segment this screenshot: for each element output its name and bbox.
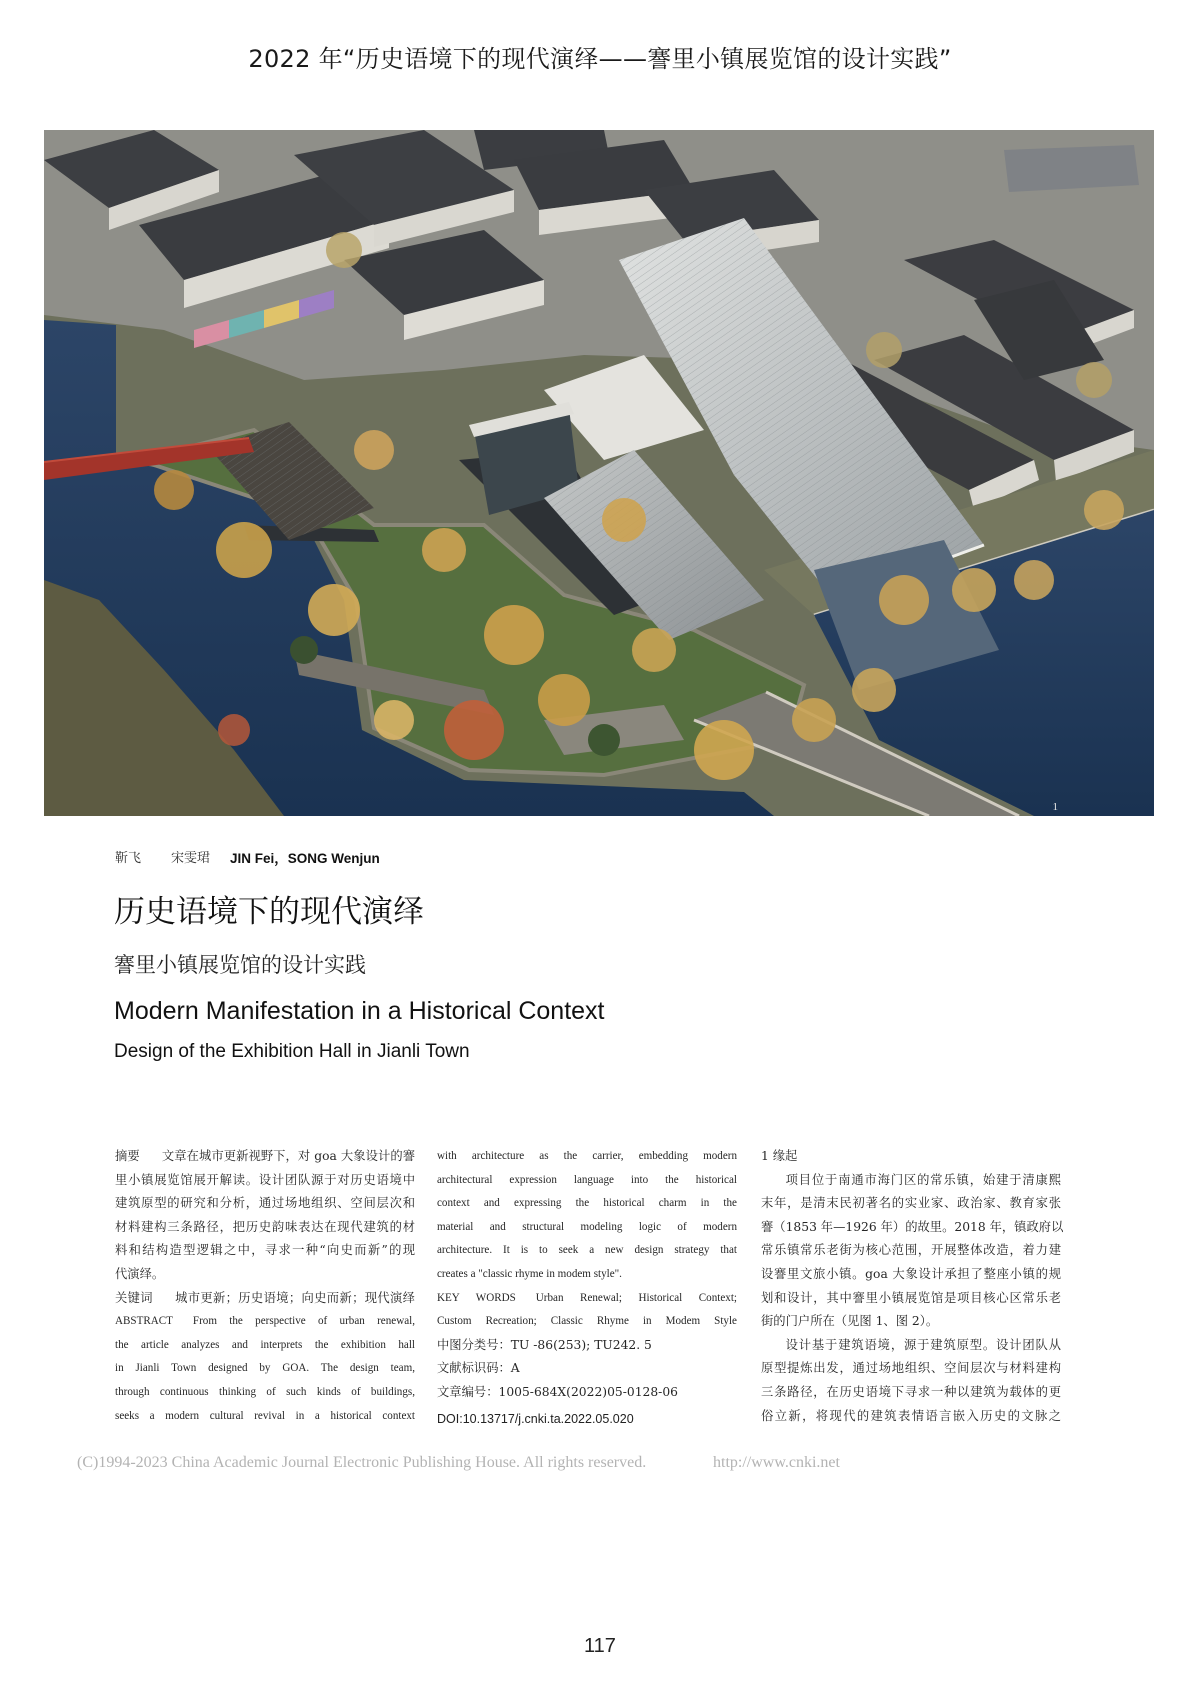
abstract-cn-line: 材料建构三条路径，把历史韵味表达在现代建筑的材 [115, 1219, 415, 1234]
body-line: 设计基于建筑语境，源于建筑原型。设计团队从 [785, 1337, 1061, 1352]
column-2 [437, 1145, 737, 1431]
abstract-en-line: seeks a modern cultural revival in a historical context [115, 1409, 415, 1422]
tree [792, 698, 836, 742]
article-number-label: 文章编号： [437, 1384, 499, 1399]
article-title-en: Modern Manifestation in a Historical Context [114, 997, 605, 1025]
body-line: 街的门户所在（见图 1、图 2）。 [761, 1314, 939, 1329]
column-1 [115, 1145, 415, 1428]
document-code [437, 1357, 737, 1381]
copyright-notice: (C)1994-2023 China Academic Journal Electronic Publishing House. All rights reserved. [77, 1454, 647, 1471]
abstract-en-line: material and structural modeling logic of modern [437, 1220, 737, 1233]
body-line: 原型提炼出发，通过场地组织、空间层次与材料建构 [761, 1361, 1061, 1376]
tree [354, 430, 394, 470]
body-line: 謇（1853 年—1926 年）的故里。2018 年，镇政府以 [761, 1219, 1064, 1234]
article-subtitle-cn: 謇里小镇展览馆的设计实践 [114, 953, 366, 977]
authors [115, 849, 615, 869]
tree [1076, 362, 1112, 398]
abstract-en-line: creates a "classic rhyme in modem style". [437, 1267, 622, 1280]
shed-roof [1004, 145, 1139, 192]
abstract-en-line: context and expressing the historical charm in the [437, 1197, 737, 1210]
tree [308, 584, 360, 636]
abstract-en-line: in Jianli Town designed by GOA. The design team, [115, 1362, 415, 1375]
tree [866, 332, 902, 368]
abstract-cn-label: 摘要 [115, 1149, 140, 1163]
body-line: 常乐镇常乐老街为核心范围，开展整体改造，着力建 [761, 1243, 1061, 1258]
clc-label: 中图分类号： [437, 1337, 511, 1352]
document-code-value: A [510, 1361, 520, 1376]
abstract-cn-line [115, 1145, 415, 1169]
aerial-photo [44, 130, 1154, 816]
shrub [588, 724, 620, 756]
tree [632, 628, 676, 672]
abstract-en-label: ABSTRACT [115, 1315, 173, 1328]
keywords-cn-line [115, 1287, 415, 1311]
figure-number: 1 [1052, 801, 1058, 813]
abstract-en-line: architecture. It is to seek a new design strategy that [437, 1244, 737, 1257]
tree [852, 668, 896, 712]
abstract-en-text: From the perspective of urban renewal, [192, 1315, 415, 1328]
tree [1084, 490, 1124, 530]
tree [422, 528, 466, 572]
column-3 [761, 1145, 1064, 1428]
abstract-cn-line: 代演绎。 [115, 1266, 165, 1281]
body-line: 末年，是清末民初著名的实业家、政治家、教育家张 [761, 1196, 1061, 1211]
article-number-value: 1005-684X(2022)05-0128-06 [498, 1384, 678, 1399]
page-number: 117 [584, 1635, 616, 1657]
tree [374, 700, 414, 740]
authors-en: JIN Fei，SONG Wenjun [230, 851, 380, 866]
tree [218, 714, 250, 746]
abstract-en-line: the article analyzes and interprets the exhibition hall [115, 1338, 415, 1351]
aerial-photo-illustration [44, 130, 1154, 816]
tree [694, 720, 754, 780]
tree [216, 522, 272, 578]
keywords-en-line [437, 1287, 737, 1311]
clc-number [437, 1334, 737, 1358]
abstract-en-line: through continuous thinking of such kinds of buildings, [115, 1385, 415, 1398]
tree [952, 568, 996, 612]
body-line: 三条路径，在历史语境下寻求一种以建筑为载体的更 [761, 1384, 1061, 1399]
abstract-cn-line: 料和结构造型逻辑之中，寻求一种“向史而新”的现 [115, 1243, 415, 1258]
abstract-en-line [115, 1310, 415, 1334]
doi: DOI:10.13717/j.cnki.ta.2022.05.020 [437, 1411, 634, 1426]
abstract-cn-line: 里小镇展览馆展开解读。设计团队源于对历史语境中 [115, 1172, 415, 1187]
body-line: 项目位于南通市海门区的常乐镇，始建于清康熙 [785, 1172, 1061, 1187]
tree [538, 674, 590, 726]
article-number [437, 1381, 737, 1405]
tree [154, 470, 194, 510]
author-cn-second: 宋雯珺 [171, 851, 211, 866]
shrub [290, 636, 318, 664]
body-line: 俗立新，将现代的建筑表情语言嵌入历史的文脉之 [761, 1408, 1061, 1423]
document-code-label: 文献标识码： [437, 1361, 511, 1376]
section-heading: 1 缘起 [761, 1149, 798, 1163]
abstract-en-line: with architecture as the carrier, embedding modern [437, 1150, 737, 1162]
keywords-cn-label: 关键词 [115, 1290, 153, 1305]
article-title-cn: 历史语境下的现代演绎 [114, 894, 424, 930]
tree [484, 605, 544, 665]
tree [879, 575, 929, 625]
copyright-url: http://www.cnki.net [713, 1454, 840, 1471]
keywords-en-line: Custom Recreation; Classic Rhyme in Modem Style [437, 1315, 737, 1328]
clc-value: TU -86(253); TU242. 5 [510, 1337, 652, 1352]
tree [1014, 560, 1054, 600]
tree [444, 700, 504, 760]
keywords-en-text: Urban Renewal; Historical Context; [535, 1291, 737, 1304]
abstract-cn-line: 建筑原型的研究和分析，通过场地组织、空间层次和 [115, 1196, 415, 1211]
abstract-en-line: architectural expression language into the historical [437, 1173, 737, 1186]
keywords-cn-text: 城市更新；历史语境；向史而新；现代演绎 [175, 1290, 415, 1305]
running-title: 2022 年“历史语境下的现代演绎——謇里小镇展览馆的设计实践” [248, 45, 952, 73]
tree [326, 232, 362, 268]
author-cn-first: 靳飞 [115, 851, 142, 866]
abstract-cn-text: 文章在城市更新视野下，对 goa 大象设计的謇 [161, 1149, 415, 1163]
body-line: 设謇里文旅小镇。goa 大象设计承担了整座小镇的规 [761, 1266, 1061, 1281]
tree [602, 498, 646, 542]
body-line: 划和设计，其中謇里小镇展览馆是项目核心区常乐老 [761, 1290, 1061, 1305]
article-subtitle-en: Design of the Exhibition Hall in Jianli Town [114, 1041, 470, 1062]
keywords-en-label: KEY WORDS [437, 1291, 516, 1304]
